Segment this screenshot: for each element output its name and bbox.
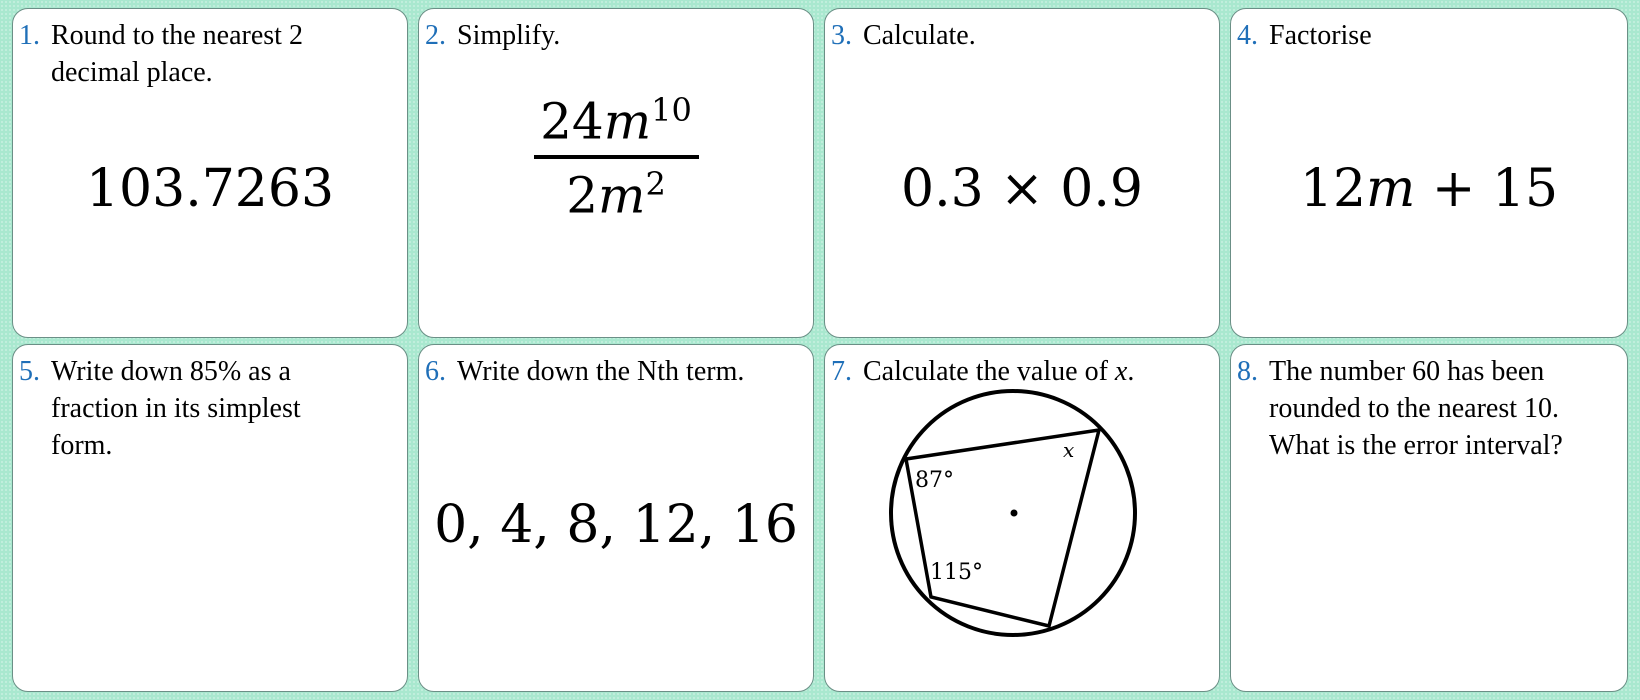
fraction-numerator: $24m^{10}$ — [540, 91, 692, 151]
cyclic-quadrilateral-diagram — [825, 345, 1220, 692]
question-5-prompt — [19, 353, 399, 464]
fraction-denominator: $2m^2$ — [566, 164, 666, 225]
question-3-number: 3. — [831, 20, 852, 51]
question-8-text: The number 60 has been rounded to the nearest 10. What is the error interval? — [1269, 356, 1563, 461]
question-card-4 — [1230, 8, 1628, 338]
centre-dot — [1011, 510, 1018, 517]
question-card-7 — [824, 344, 1220, 692]
question-3-text: Calculate. — [863, 20, 976, 51]
question-4-prompt — [1237, 17, 1619, 54]
question-5-number: 5. — [19, 356, 40, 387]
question-card-5 — [12, 344, 408, 692]
question-4-text: Factorise — [1269, 20, 1372, 51]
question-5-text: Write down 85% as a fraction in its simplest form. — [51, 356, 301, 461]
question-2-fraction — [419, 91, 813, 224]
fraction-bar — [534, 155, 699, 159]
question-8-number: 8. — [1237, 356, 1258, 387]
angle-x-label: x — [1063, 438, 1075, 462]
question-card-2 — [418, 8, 814, 338]
question-2-text: Simplify. — [457, 20, 561, 51]
question-1-text: Round to the nearest 2 decimal place. — [51, 20, 303, 88]
question-7-number: 7. — [831, 356, 852, 387]
angle-87-label: 87° — [915, 468, 954, 493]
question-6-number: 6. — [425, 356, 446, 387]
question-8-prompt — [1237, 353, 1619, 464]
question-4-number: 4. — [1237, 20, 1258, 51]
question-card-1 — [12, 8, 408, 338]
question-6-prompt — [425, 353, 805, 390]
question-card-3 — [824, 8, 1220, 338]
question-1-prompt — [19, 17, 399, 91]
question-7-text: Calculate the value of x. — [863, 356, 1135, 387]
question-card-6 — [418, 344, 814, 692]
question-1-expression: 103.7263 — [85, 159, 335, 219]
question-2-prompt — [425, 17, 805, 54]
question-6-text: Write down the Nth term. — [457, 356, 745, 387]
angle-115-label: 115° — [930, 560, 983, 585]
question-3-expression: 0.3 × 0.9 — [900, 159, 1144, 219]
question-3-prompt — [831, 17, 1211, 54]
question-2-number: 2. — [425, 20, 446, 51]
question-6-expression: 0, 4, 8, 12, 16 — [434, 495, 798, 555]
question-1-number: 1. — [19, 20, 40, 51]
question-card-8 — [1230, 344, 1628, 692]
question-4-expression: 12m + 15 — [1299, 159, 1559, 219]
